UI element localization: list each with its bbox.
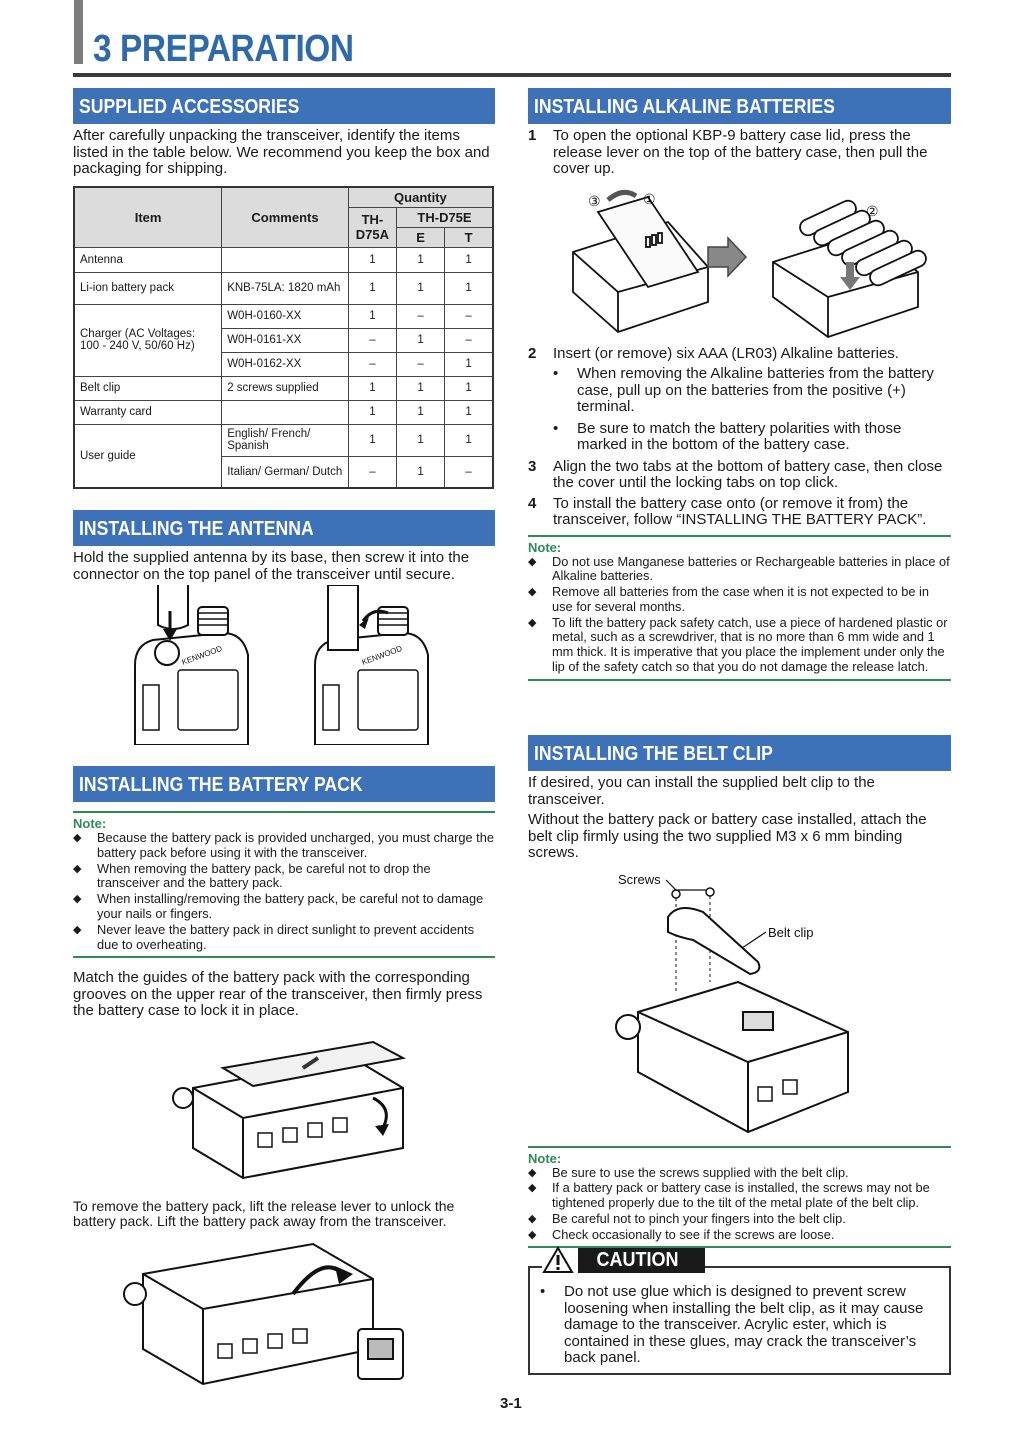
diamond-bullet-icon: ◆ — [73, 862, 82, 875]
belt-clip-note — [528, 1146, 951, 1249]
accessories-intro: After carefully unpacking the transceiver, identify the items listed in the table below. We recommend you keep the box and packaging for shipping. — [73, 127, 490, 177]
step-bullet: • When removing the Alkaline batteries from the battery case, pull up on the batteries from the positive (+) terminal. — [553, 365, 934, 415]
header-d75a: TH-D75A — [348, 207, 396, 247]
cell-qty-e: 1 — [397, 376, 445, 400]
note-item: ◆ If a battery pack or battery case is installed, the screws may not be tightened properly due to the tilt of the metal plate of the belt clip. — [528, 1180, 930, 1211]
step-bullet: • Be sure to match the battery polarities with those marked in the bottom of the battery case. — [553, 419, 902, 453]
diamond-bullet-icon: ◆ — [73, 832, 82, 844]
cell-comment: W0H-0160-XX — [222, 304, 349, 328]
svg-text:②: ② — [866, 202, 879, 219]
table-row — [74, 247, 493, 272]
svg-text:③: ③ — [588, 192, 601, 209]
cell-qty-t: 1 — [445, 400, 493, 424]
step-item: 4 To install the battery case onto (or remove it from) the transceiver, follow “INSTALLING THE BATTERY PACK”. — [528, 494, 927, 528]
alkaline-steps — [528, 128, 951, 178]
table-row — [74, 272, 493, 304]
cell-item: Charger (AC Voltages: 100 - 240 V, 50/60 Hz) — [74, 304, 222, 376]
note-title: Note: — [528, 1150, 562, 1166]
alkaline-note — [528, 535, 951, 681]
cell-qty-e: – — [397, 352, 445, 376]
battery-install-illustration — [73, 1028, 495, 1193]
cell-qty-a: – — [348, 352, 396, 376]
note-item: ◆ To lift the battery pack safety catch, use a piece of hardened plastic or metal, such as a screwdriver, that is no more than 6 mm wide and 1 mm thick. It is imperative that you place the implement under only the lip of the safety catch so that you do not damage the release latch. — [528, 614, 948, 675]
bullet-dot-icon: • — [553, 365, 559, 382]
battery-pack-note — [73, 811, 495, 958]
cell-qty-a: 1 — [348, 424, 396, 456]
cell-comment — [222, 400, 349, 424]
diamond-bullet-icon: ◆ — [528, 586, 537, 599]
caution-item: • Do not use glue which is designed to prevent screw loosening when installing the belt clip, as it may cause damage to the transceiver. Acrylic ester, which is contained in these glues, may crack the transceiver’s back panel. — [540, 1283, 924, 1367]
section-heading-antenna: INSTALLING THE ANTENNA — [73, 510, 495, 546]
chapter-title: 3 PREPARATION — [93, 28, 354, 70]
note-item: ◆ Check occasionally to see if the screws are loose. — [528, 1226, 835, 1242]
cell-item: Warranty card — [74, 400, 222, 424]
cell-comment: English/ French/ Spanish — [222, 424, 349, 456]
alkaline-battery-illustration — [528, 182, 951, 342]
cell-qty-a: 1 — [348, 272, 396, 304]
cell-qty-a: – — [348, 328, 396, 352]
left-column — [73, 88, 495, 1230]
chapter-rule — [73, 73, 951, 77]
cell-item: User guide — [74, 424, 222, 488]
table-row — [74, 424, 493, 456]
diamond-bullet-icon: ◆ — [528, 1182, 537, 1195]
diamond-bullet-icon: ◆ — [528, 616, 537, 629]
battery-remove-illustration — [73, 1234, 495, 1409]
battery-remove-text: To remove the battery pack, lift the release lever to unlock the battery pack. Lift the battery pack away from the transceiver. — [73, 1197, 455, 1230]
diamond-bullet-icon: ◆ — [528, 555, 537, 568]
cell-qty-e: 1 — [397, 400, 445, 424]
cell-qty-t: – — [445, 304, 493, 328]
antenna-text: Hold the supplied antenna by its base, then screw it into the connector on the top panel of the transceiver until secure. — [73, 549, 470, 583]
cell-comment: Italian/ German/ Dutch — [222, 456, 349, 488]
page-number: 3-1 — [500, 1395, 522, 1412]
battery-install-text: Match the guides of the battery pack with the corresponding grooves on the upper rear of the transceiver, then firmly press the battery case to lock it in place. — [73, 969, 483, 1020]
note-item: ◆ Because the battery pack is provided uncharged, you must charge the battery pack before using it with the transceiver. — [73, 830, 494, 860]
svg-text:KENWOOD: KENWOOD — [180, 643, 224, 667]
cell-qty-t: – — [445, 456, 493, 488]
header-item: Item — [74, 187, 222, 248]
cell-qty-a: – — [348, 456, 396, 488]
diamond-bullet-icon: ◆ — [528, 1166, 537, 1179]
belt-clip-text-2: Without the battery pack or battery case installed, attach the belt clip firmly using the two supplied M3 x 6 mm binding screws. — [528, 811, 927, 861]
bullet-dot-icon: • — [540, 1283, 546, 1301]
svg-text:Belt clip: Belt clip — [768, 924, 814, 940]
cell-qty-t: 1 — [445, 352, 493, 376]
caution-header — [542, 1246, 705, 1274]
svg-text:Screws: Screws — [618, 871, 661, 887]
cell-qty-t: 1 — [445, 424, 493, 456]
caution-box — [528, 1248, 951, 1375]
note-item: ◆ Be sure to use the screws supplied with the belt clip. — [528, 1164, 849, 1180]
step-item: 2 Insert (or remove) six AAA (LR03) Alkaline batteries. — [528, 344, 899, 362]
note-title: Note: — [528, 539, 562, 555]
cell-qty-e: 1 — [397, 424, 445, 456]
header-comments: Comments — [222, 187, 349, 248]
warning-triangle-icon — [542, 1246, 574, 1274]
cell-comment: W0H-0161-XX — [222, 328, 349, 352]
note-item: ◆ Remove all batteries from the case when it is not expected to be in use for several months. — [528, 584, 929, 614]
diamond-bullet-icon: ◆ — [528, 1228, 537, 1241]
header-d75e: TH-D75E — [397, 207, 493, 227]
cell-qty-t: 1 — [445, 247, 493, 272]
svg-text:①: ① — [643, 190, 656, 207]
note-item: ◆ Do not use Manganese batteries or Rechargeable batteries in place of Alkaline batteries. — [528, 553, 950, 584]
cell-qty-a: 1 — [348, 400, 396, 424]
table-row — [74, 376, 493, 400]
table-row — [74, 400, 493, 424]
table-row — [74, 304, 493, 328]
header-t: T — [445, 227, 493, 247]
cell-item: Li-ion battery pack — [74, 272, 222, 304]
cell-qty-e: 1 — [397, 328, 445, 352]
diamond-bullet-icon: ◆ — [73, 923, 82, 936]
belt-clip-text-1: If desired, you can install the supplied belt clip to the transceiver. — [528, 774, 875, 808]
cell-qty-t: – — [445, 328, 493, 352]
note-item: ◆ Never leave the battery pack in direct sunlight to prevent accidents due to overheating. — [73, 921, 475, 952]
step-item: 3 Align the two tabs at the bottom of battery case, then close the cover until the locking tabs on top click. — [528, 457, 943, 491]
step-item: 1 To open the optional KBP-9 battery case lid, press the release lever on the top of the battery case, then pull the cover up. — [528, 127, 928, 177]
note-title: Note: — [73, 816, 107, 831]
caution-label: CAUTION — [578, 1248, 705, 1273]
right-column — [528, 88, 951, 1367]
cell-comment: W0H-0162-XX — [222, 352, 349, 376]
diamond-bullet-icon: ◆ — [528, 1212, 537, 1225]
section-heading-battery-pack: INSTALLING THE BATTERY PACK — [73, 766, 495, 802]
cell-comment: 2 screws supplied — [222, 376, 349, 400]
alkaline-steps-continued — [528, 346, 951, 529]
cell-qty-a: 1 — [348, 247, 396, 272]
cell-qty-e: 1 — [397, 247, 445, 272]
section-heading-belt-clip: INSTALLING THE BELT CLIP — [528, 735, 951, 771]
cell-qty-e: – — [397, 304, 445, 328]
cell-item: Antenna — [74, 247, 222, 272]
section-heading-supplied-accessories: SUPPLIED ACCESSORIES — [73, 88, 495, 124]
cell-comment: KNB-75LA: 1820 mAh — [222, 272, 349, 304]
cell-qty-e: 1 — [397, 456, 445, 488]
antenna-install-illustration — [73, 585, 495, 745]
cell-qty-t: 1 — [445, 272, 493, 304]
diamond-bullet-icon: ◆ — [73, 893, 82, 906]
svg-text:KENWOOD: KENWOOD — [360, 643, 404, 667]
cell-comment — [222, 247, 349, 272]
note-item: ◆ When removing the battery pack, be careful not to drop the transceiver and the battery pack. — [73, 860, 431, 891]
cell-item: Belt clip — [74, 376, 222, 400]
section-heading-alkaline: INSTALLING ALKALINE BATTERIES — [528, 88, 951, 124]
header-e: E — [397, 227, 445, 247]
accessories-table — [73, 186, 494, 490]
cell-qty-e: 1 — [397, 272, 445, 304]
header-quantity: Quantity — [348, 187, 493, 208]
cell-qty-a: 1 — [348, 304, 396, 328]
cell-qty-a: 1 — [348, 376, 396, 400]
bullet-dot-icon: • — [553, 419, 559, 437]
note-item: ◆ When installing/removing the battery pack, be careful not to damage your nails or fingers. — [73, 891, 484, 921]
chapter-bar — [74, 0, 83, 64]
cell-qty-t: 1 — [445, 376, 493, 400]
belt-clip-illustration — [528, 862, 951, 1142]
note-item: ◆ Be careful not to pinch your fingers into the belt clip. — [528, 1210, 846, 1226]
